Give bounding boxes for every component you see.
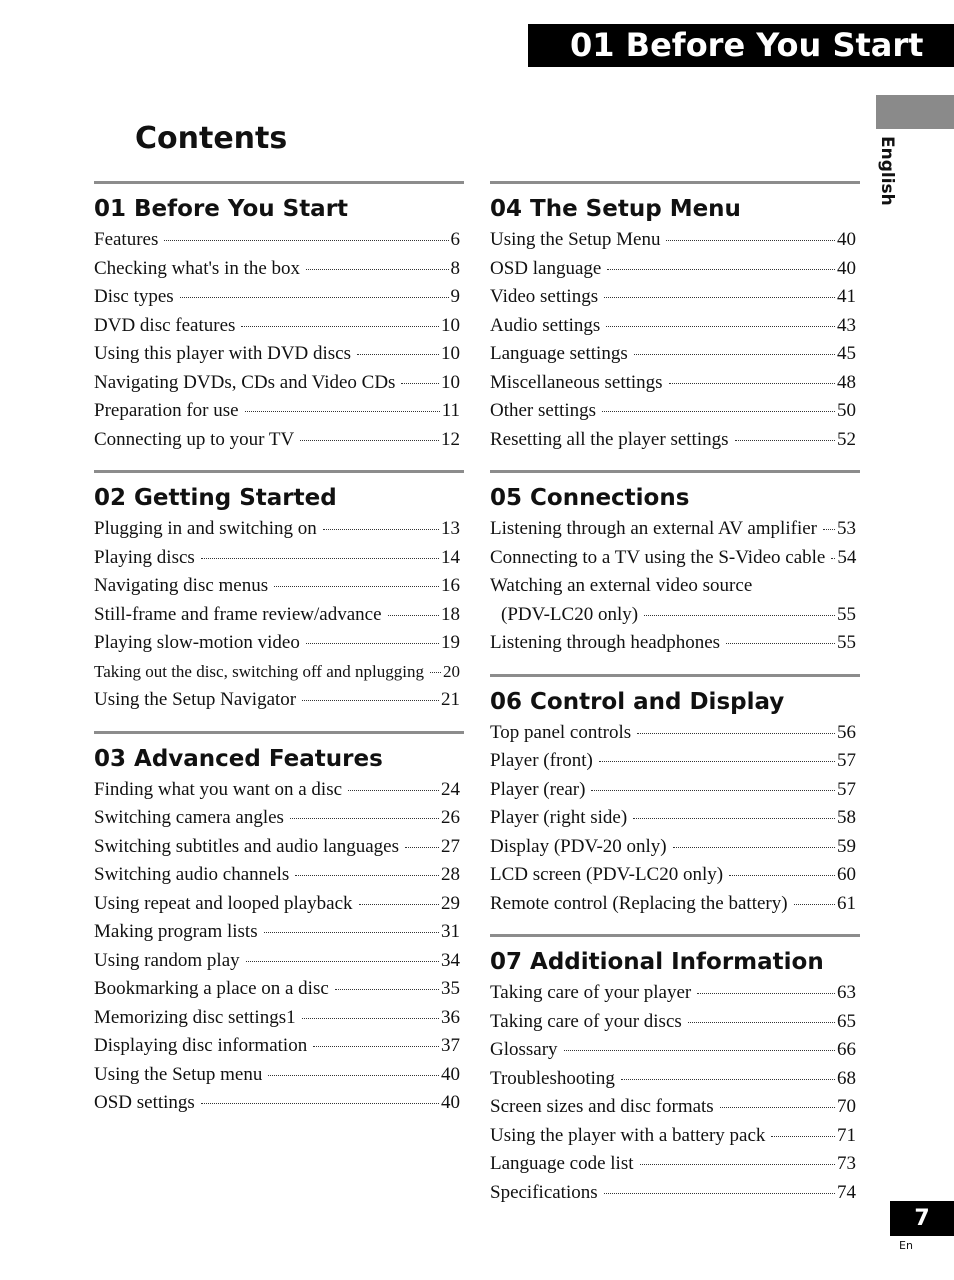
toc-entry (490, 369, 860, 398)
dot-leader (405, 847, 439, 848)
toc-entry-title: Other settings (490, 400, 597, 421)
toc-entry-page: 57 (837, 750, 856, 771)
language-label: English (877, 136, 897, 206)
page-number-badge (890, 1201, 954, 1236)
toc-entry-page: 60 (837, 864, 856, 885)
toc-entry-title: Disc types (94, 286, 174, 307)
dot-leader (323, 529, 439, 530)
toc-entry-page: 40 (837, 257, 856, 279)
toc-entry (490, 861, 860, 890)
toc-entry-page: 61 (837, 892, 856, 914)
dot-leader (673, 847, 835, 848)
dot-leader (729, 875, 835, 876)
toc-entry-title: Checking what's in the box (94, 257, 301, 279)
toc-entry-title: Video settings (490, 286, 599, 307)
toc-entry-page: 74 (837, 1181, 856, 1203)
toc-entry-title: Connecting to a TV using the S-Video cable (490, 546, 826, 568)
toc-entry (94, 975, 464, 1004)
toc-entry-title: Player (rear) (490, 778, 586, 800)
dot-leader (735, 440, 835, 441)
toc-right-column (490, 181, 860, 1223)
toc-entry-page: 11 (441, 400, 460, 421)
dot-leader (245, 411, 440, 412)
toc-entry-title: Listening through headphones (490, 632, 721, 653)
toc-entry-page: 10 (441, 314, 460, 336)
toc-entry-page: 59 (837, 835, 856, 857)
toc-entry (94, 658, 464, 687)
toc-entry-title: Using random play (94, 949, 240, 971)
toc-entry-title: Using this player with DVD discs (94, 343, 352, 364)
dot-leader (246, 961, 439, 962)
toc-entry-page: 8 (450, 257, 460, 279)
toc-entry-page: 52 (837, 428, 856, 450)
toc-entry-title: Making program lists (94, 921, 258, 942)
toc-entry-page: 40 (441, 1092, 460, 1113)
dot-leader (604, 297, 835, 298)
dot-leader (357, 354, 439, 355)
toc-entry-title: Remote control (Replacing the battery) (490, 892, 788, 914)
toc-entry-title: Language settings (490, 343, 628, 364)
dot-leader (823, 529, 835, 530)
toc-entry-title: Resetting all the player settings (490, 428, 729, 450)
toc-entry-title: OSD settings (94, 1092, 195, 1113)
toc-entry-title: Language code list (490, 1153, 634, 1174)
toc-entry-page: 43 (837, 314, 856, 336)
language-code: En (899, 1239, 913, 1252)
dot-leader (720, 1107, 835, 1108)
toc-entry-title: Specifications (490, 1181, 598, 1203)
toc-entry (94, 397, 464, 426)
toc-section-06-control-and-display (490, 674, 860, 919)
toc-entry-title: Using the player with a battery pack (490, 1124, 766, 1146)
toc-entry (490, 601, 860, 630)
toc-entry-page: 70 (837, 1096, 856, 1117)
toc-entry (490, 226, 860, 255)
toc-entry-page: 9 (450, 286, 460, 307)
toc-entry (490, 1179, 860, 1208)
toc-entry (94, 833, 464, 862)
toc-entry-title: Features (94, 229, 159, 250)
toc-entry-title: Plugging in and switching on (94, 518, 317, 539)
toc-entry (94, 629, 464, 658)
toc-entry-page: 16 (441, 575, 460, 596)
toc-entry (490, 1122, 860, 1151)
toc-entry-title: Displaying disc information (94, 1035, 308, 1056)
toc-section-04-the-setup-menu (490, 181, 860, 454)
toc-entry (94, 1004, 464, 1033)
toc-entry-page: 37 (441, 1035, 460, 1056)
toc-section-07-additional-information (490, 934, 860, 1207)
toc-entry-page: 53 (837, 518, 856, 539)
dot-leader (599, 761, 835, 762)
toc-entry-title: Finding what you want on a disc (94, 778, 343, 800)
toc-entry-page: 20 (443, 661, 460, 681)
dot-leader (602, 411, 835, 412)
toc-entry (490, 1036, 860, 1065)
toc-entry-title: Screen sizes and disc formats (490, 1096, 714, 1117)
toc-section-03-advanced-features (94, 731, 464, 1118)
toc-section-02-getting-started (94, 470, 464, 715)
toc-entry-page: 26 (441, 807, 460, 828)
toc-entry (490, 515, 860, 544)
toc-entry (94, 572, 464, 601)
toc-entry-title: Miscellaneous settings (490, 371, 663, 393)
toc-entry-title: Memorizing disc settings1 (94, 1006, 296, 1028)
toc-entry-title: (PDV-LC20 only) (501, 603, 639, 625)
toc-entry-page: 57 (837, 778, 856, 800)
dot-leader (290, 818, 439, 819)
dot-leader (669, 383, 835, 384)
toc-entry (490, 833, 860, 862)
toc-entry-page: 12 (441, 428, 460, 450)
dot-leader (688, 1022, 835, 1023)
toc-entry-page: 28 (441, 864, 460, 885)
toc-entry-page: 31 (441, 921, 460, 942)
toc-entry-page: 29 (441, 892, 460, 914)
page-title: Contents (135, 121, 288, 156)
toc-entry-title: Taking care of your player (490, 982, 692, 1003)
dot-leader (306, 643, 439, 644)
dot-leader (201, 558, 439, 559)
toc-section-05-connections (490, 470, 860, 658)
toc-section-01-before-you-start (94, 181, 464, 454)
toc-entry-title: DVD disc features (94, 314, 236, 336)
dot-leader (313, 1046, 439, 1047)
toc-entry-title: Taking care of your discs (490, 1010, 682, 1032)
toc-entry (94, 369, 464, 398)
toc-entry (490, 1093, 860, 1122)
toc-entry (94, 544, 464, 573)
toc-entry (490, 312, 860, 341)
toc-entry-title: Player (front) (490, 750, 593, 771)
toc-entry-title-line: Watching an external video source (490, 575, 753, 596)
toc-entry-title: Glossary (490, 1039, 558, 1060)
section-heading: 07 Additional Information (490, 949, 824, 975)
toc-entry (94, 890, 464, 919)
toc-entry-page: 10 (441, 343, 460, 364)
toc-entry (94, 918, 464, 947)
toc-entry-page: 18 (441, 603, 460, 625)
toc-entry (94, 804, 464, 833)
toc-entry (94, 340, 464, 369)
toc-entry (94, 426, 464, 455)
toc-entry (94, 947, 464, 976)
toc-entry-title: Playing discs (94, 546, 195, 568)
section-heading: 05 Connections (490, 485, 690, 511)
toc-entry (94, 226, 464, 255)
toc-entry (94, 686, 464, 715)
section-heading: 06 Control and Display (490, 688, 785, 715)
toc-entry (490, 804, 860, 833)
toc-entry-title: Audio settings (490, 314, 601, 336)
dot-leader (306, 269, 448, 270)
toc-entry (94, 776, 464, 805)
dot-leader (241, 326, 439, 327)
dot-leader (640, 1164, 835, 1165)
dot-leader (621, 1079, 835, 1080)
dot-leader (388, 615, 440, 616)
toc-entry (94, 1061, 464, 1090)
dot-leader (726, 643, 835, 644)
dot-leader (335, 989, 439, 990)
section-heading: 03 Advanced Features (94, 745, 383, 772)
toc-entry-title: Switching camera angles (94, 807, 284, 828)
toc-entry-page: 71 (837, 1124, 856, 1146)
toc-entry-title: Listening through an external AV amplifier (490, 518, 817, 539)
dot-leader (295, 875, 439, 876)
dot-leader (637, 733, 835, 734)
toc-entry (490, 255, 860, 284)
toc-entry (490, 1150, 860, 1179)
dot-leader (666, 240, 835, 241)
dot-leader (359, 904, 439, 905)
toc-entry (490, 426, 860, 455)
dot-leader (348, 790, 439, 791)
dot-leader (831, 558, 835, 559)
toc-entry-title: OSD language (490, 257, 602, 279)
toc-entry-title: Navigating DVDs, CDs and Video CDs (94, 371, 396, 393)
toc-entry-page: 10 (441, 371, 460, 393)
toc-entry (490, 747, 860, 776)
dot-leader (274, 586, 439, 587)
toc-entry (94, 1032, 464, 1061)
toc-entry-title: Switching audio channels (94, 864, 290, 885)
page-number: 7 (914, 1206, 930, 1231)
toc-entry-page: 36 (441, 1006, 460, 1028)
toc-entry-title: Top panel controls (490, 721, 632, 743)
toc-entry-page: 6 (450, 229, 460, 250)
toc-entry-title: Using repeat and looped playback (94, 892, 353, 914)
toc-entry-title: Troubleshooting (490, 1067, 615, 1089)
toc-entry-title: Taking out the disc, switching off and nplugging (94, 661, 424, 681)
chapter-title: 01 Before You Start (570, 26, 924, 64)
toc-entry-title: Switching subtitles and audio languages (94, 835, 400, 857)
dot-leader (302, 1018, 439, 1019)
toc-entry-title: Player (right side) (490, 807, 628, 828)
toc-entry-page: 40 (837, 229, 856, 250)
dot-leader (264, 932, 439, 933)
dot-leader (180, 297, 449, 298)
toc-entry (94, 283, 464, 312)
toc-entry-page: 65 (837, 1010, 856, 1032)
dot-leader (401, 383, 439, 384)
toc-entry-page: 13 (441, 518, 460, 539)
toc-entry (490, 890, 860, 919)
toc-entry-title: Using the Setup menu (94, 1063, 263, 1085)
toc-entry-page: 54 (837, 546, 857, 568)
toc-entry-page: 48 (837, 371, 856, 393)
dot-leader (430, 672, 441, 673)
toc-entry (490, 283, 860, 312)
section-heading: 01 Before You Start (94, 196, 349, 222)
toc-entry (490, 340, 860, 369)
dot-leader (607, 269, 835, 270)
toc-entry-title: Using the Setup Navigator (94, 689, 297, 710)
dot-leader (633, 818, 835, 819)
section-heading: 04 The Setup Menu (490, 196, 741, 222)
toc-entry (490, 544, 860, 573)
toc-entry-title: Preparation for use (94, 400, 239, 421)
toc-entry (490, 979, 860, 1008)
toc-entry (490, 397, 860, 426)
toc-entry (94, 312, 464, 341)
toc-entry-page: 14 (441, 546, 460, 568)
toc-entry-title: Navigating disc menus (94, 575, 269, 596)
dot-leader (164, 240, 448, 241)
toc-entry-title: Display (PDV-20 only) (490, 835, 667, 857)
dot-leader (302, 700, 439, 701)
toc-entry (94, 255, 464, 284)
toc-entry-page: 21 (441, 689, 460, 710)
dot-leader (591, 790, 835, 791)
toc-left-column (94, 181, 464, 1134)
toc-entry-page: 34 (441, 949, 460, 971)
toc-entry-title: Using the Setup Menu (490, 229, 661, 250)
toc-entry-page: 68 (837, 1067, 856, 1089)
toc-entry-title: Playing slow-motion video (94, 632, 300, 653)
dot-leader (564, 1050, 835, 1051)
dot-leader (606, 326, 835, 327)
toc-entry (490, 776, 860, 805)
toc-entry-page: 50 (837, 400, 856, 421)
toc-entry-page: 24 (441, 778, 460, 800)
toc-entry-page: 27 (441, 835, 460, 857)
toc-entry-title: Connecting up to your TV (94, 428, 295, 450)
dot-leader (201, 1103, 439, 1104)
toc-entry-page: 58 (837, 807, 856, 828)
toc-entry-page: 40 (441, 1063, 460, 1085)
toc-entry (490, 629, 860, 658)
dot-leader (697, 993, 835, 994)
dot-leader (604, 1193, 835, 1194)
toc-entry (94, 1089, 464, 1118)
toc-entry-page: 73 (837, 1153, 856, 1174)
dot-leader (300, 440, 439, 441)
toc-entry-page: 66 (837, 1039, 856, 1060)
toc-entry-page: 56 (837, 721, 856, 743)
toc-entry (94, 601, 464, 630)
toc-entry-page: 45 (837, 343, 856, 364)
toc-entry (490, 1008, 860, 1037)
toc-entry (490, 719, 860, 748)
toc-entry-page: 35 (441, 978, 460, 999)
toc-entry-title: LCD screen (PDV-LC20 only) (490, 864, 724, 885)
toc-entry-page: 55 (837, 632, 856, 653)
chapter-banner (528, 24, 954, 67)
dot-leader (634, 354, 835, 355)
toc-entry-title: Bookmarking a place on a disc (94, 978, 329, 999)
toc-entry-title: Still-frame and frame review/advance (94, 603, 382, 625)
language-tab (876, 95, 954, 129)
toc-entry-page: 55 (837, 603, 856, 625)
section-heading: 02 Getting Started (94, 485, 337, 511)
dot-leader (771, 1136, 835, 1137)
dot-leader (644, 615, 835, 616)
toc-entry (490, 1065, 860, 1094)
toc-entry (94, 861, 464, 890)
dot-leader (268, 1075, 439, 1076)
dot-leader (794, 904, 835, 905)
toc-entry-page: 19 (441, 632, 460, 653)
toc-entry-page: 41 (837, 286, 856, 307)
toc-entry (94, 515, 464, 544)
toc-entry-page: 63 (837, 982, 856, 1003)
